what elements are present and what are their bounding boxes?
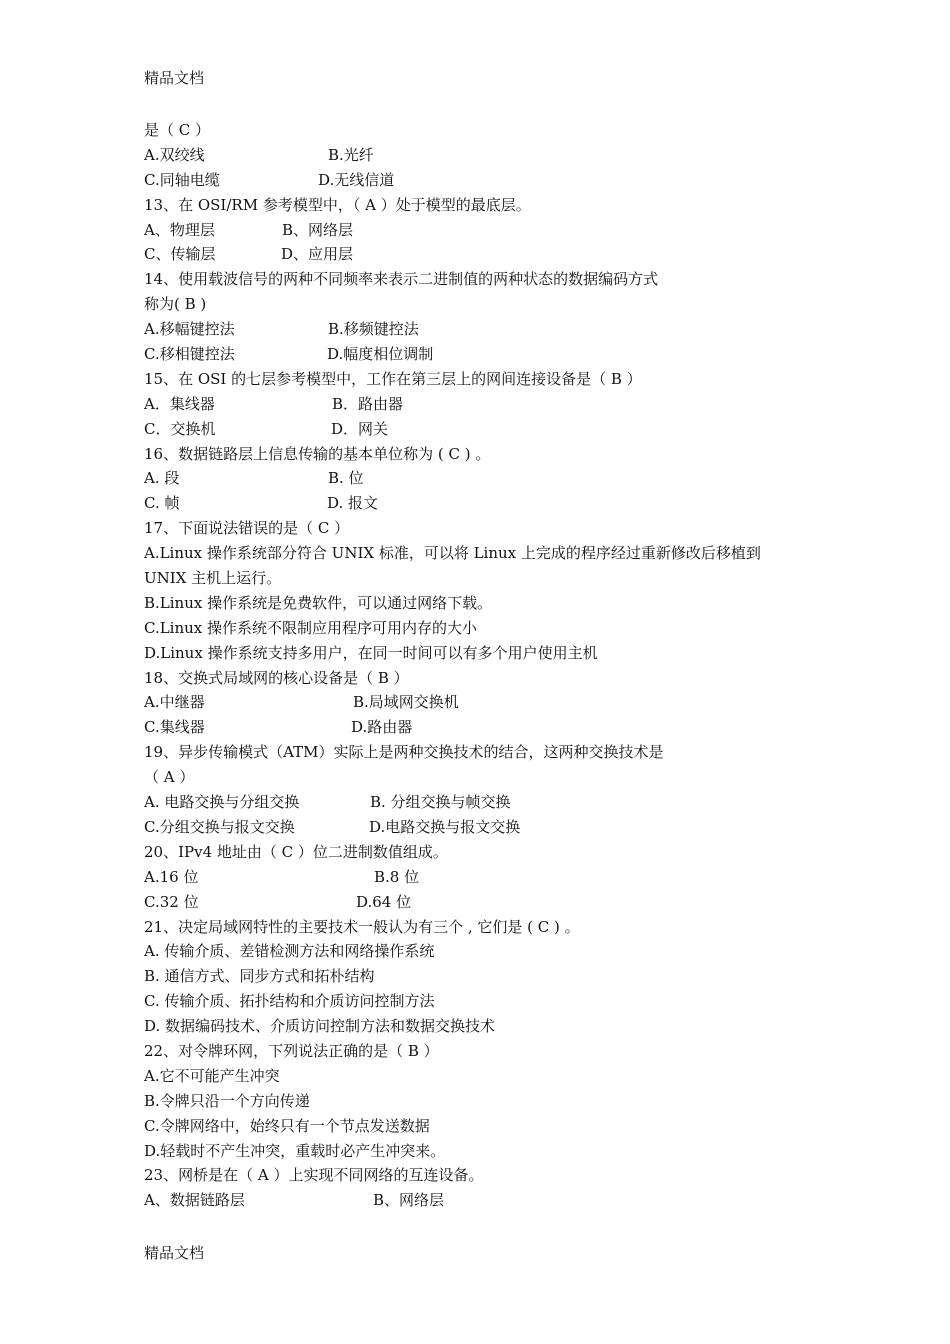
- option-left: A.双绞线: [144, 145, 205, 164]
- document-line: [144, 1188, 824, 1213]
- option-right: B.局域网交换机: [353, 693, 459, 712]
- document-line: 23、网桥是在（ A ）上实现不同网络的互连设备。: [144, 1166, 484, 1185]
- page-header: 精品文档: [144, 69, 205, 87]
- document-line: [144, 715, 824, 740]
- document-line: [144, 342, 824, 367]
- document-line: A.它不可能产生冲突: [144, 1066, 280, 1085]
- option-right: D. 报文: [327, 494, 379, 513]
- option-left: C.同轴电缆: [144, 170, 220, 189]
- document-line: 22、对令牌环网，下列说法正确的是（ B ）: [144, 1041, 439, 1060]
- option-right: B. 位: [328, 469, 364, 488]
- document-line: 19、异步传输模式（ATM）实际上是两种交换技术的结合，这两种交换技术是: [144, 743, 664, 762]
- option-right: B.移频键控法: [328, 320, 419, 339]
- document-line: [144, 491, 824, 516]
- document-line: A. 传输介质、差错检测方法和网络操作系统: [144, 942, 435, 961]
- document-line: [144, 466, 824, 491]
- option-left: A、数据链路层: [144, 1191, 245, 1210]
- option-right: D.电路交换与报文交换: [369, 817, 521, 836]
- document-line: B.令牌只沿一个方向传递: [144, 1091, 310, 1110]
- question-content: [144, 118, 824, 1213]
- document-line: D.轻载时不产生冲突，重载时必产生冲突来。: [144, 1141, 446, 1160]
- option-left: A.16 位: [144, 867, 199, 886]
- document-line: 15、在 OSI 的七层参考模型中，工作在第三层上的网间连接设备是（ B ）: [144, 369, 642, 388]
- document-line: D. 数据编码技术、介质访问控制方法和数据交换技术: [144, 1017, 496, 1036]
- option-left: A. 电路交换与分组交换: [144, 793, 300, 812]
- document-line: [144, 317, 824, 342]
- document-line: D.Linux 操作系统支持多用户，在同一时间可以有多个用户使用主机: [144, 643, 598, 662]
- option-left: C、传输层: [144, 245, 216, 264]
- option-right: D、应用层: [281, 245, 354, 264]
- document-line: 称为( B ): [144, 295, 207, 314]
- option-left: A.中继器: [144, 693, 205, 712]
- document-line: [144, 890, 824, 915]
- option-right: B.光纤: [328, 145, 374, 164]
- document-line: 20、IPv4 地址由（ C ）位二进制数值组成。: [144, 842, 448, 861]
- document-line: [144, 865, 824, 890]
- document-line: [144, 242, 824, 267]
- option-left: A．集线器: [144, 394, 215, 413]
- page-footer: 精品文档: [144, 1244, 205, 1262]
- document-line: [144, 218, 824, 243]
- document-line: 18、交换式局域网的核心设备是（ B ）: [144, 668, 409, 687]
- document-line: B.Linux 操作系统是免费软件，可以通过网络下载。: [144, 593, 493, 612]
- option-left: C.分组交换与报文交换: [144, 817, 295, 836]
- option-left: C.集线器: [144, 718, 205, 737]
- option-right: D.无线信道: [318, 170, 395, 189]
- option-right: B.8 位: [374, 867, 420, 886]
- option-right: B. 分组交换与帧交换: [370, 793, 511, 812]
- document-line: 17、下面说法错误的是（ C ）: [144, 519, 350, 538]
- document-line: [144, 392, 824, 417]
- document-line: 13、在 OSI/RM 参考模型中，（ A ）处于模型的最底层。: [144, 195, 531, 214]
- option-left: C．交换机: [144, 419, 216, 438]
- option-right: D．网关: [331, 419, 389, 438]
- document-line: UNIX 主机上运行。: [144, 569, 282, 588]
- document-line: C.Linux 操作系统不限制应用程序可用内存的大小: [144, 618, 478, 637]
- document-line: 14、使用载波信号的两种不同频率来表示二进制值的两种状态的数据编码方式: [144, 270, 659, 289]
- document-line: C.令牌网络中，始终只有一个节点发送数据: [144, 1116, 430, 1135]
- document-line: [144, 143, 824, 168]
- option-right: D.路由器: [351, 718, 413, 737]
- document-line: [144, 417, 824, 442]
- document-line: [144, 815, 824, 840]
- document-line: （ A ）: [144, 768, 195, 787]
- document-line: 16、数据链路层上信息传输的基本单位称为 ( C ) 。: [144, 444, 491, 463]
- option-left: C. 帧: [144, 494, 180, 513]
- document-line: 21、决定局域网特性的主要技术一般认为有三个 , 它们是 ( C ) 。: [144, 917, 580, 936]
- option-right: D.幅度相位调制: [327, 345, 434, 364]
- option-left: A、物理层: [144, 220, 215, 239]
- document-line: 是（ C ）: [144, 121, 211, 139]
- option-right: B．路由器: [332, 394, 404, 413]
- document-line: C. 传输介质、拓扑结构和介质访问控制方法: [144, 992, 435, 1011]
- option-left: C.32 位: [144, 892, 199, 911]
- option-left: C.移相键控法: [144, 345, 235, 364]
- document-line: [144, 168, 824, 193]
- option-right: B、网络层: [373, 1191, 445, 1210]
- option-left: A.移幅键控法: [144, 320, 235, 339]
- option-right: D.64 位: [356, 892, 412, 911]
- option-left: A. 段: [144, 469, 180, 488]
- document-line: B. 通信方式、同步方式和拓朴结构: [144, 967, 375, 986]
- document-line: A.Linux 操作系统部分符合 UNIX 标准，可以将 Linux 上完成的程序经过重新修改后移植到: [144, 544, 761, 563]
- document-line: [144, 790, 824, 815]
- document-line: [144, 690, 824, 715]
- option-right: B、网络层: [282, 220, 354, 239]
